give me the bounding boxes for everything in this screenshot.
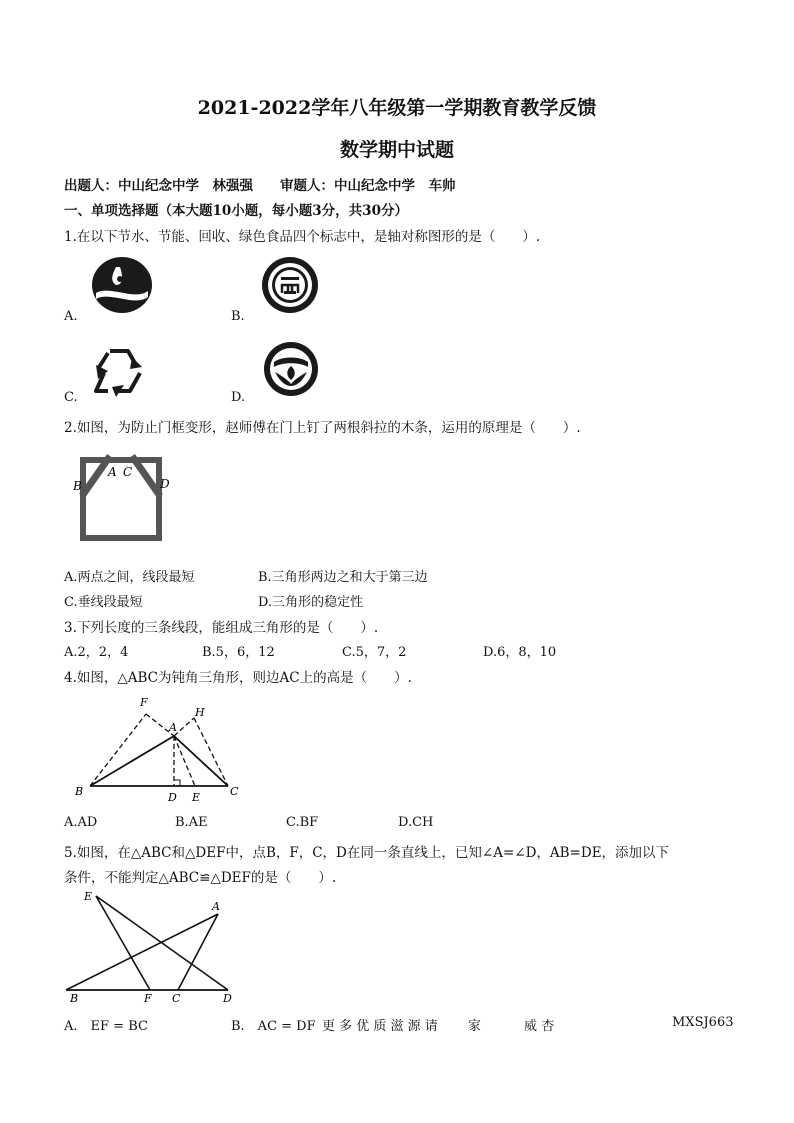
label-e: E: [192, 791, 201, 804]
q4-option-d: D.CH: [398, 815, 434, 830]
section-heading: 一、单项选择题（本大题10小题，每小题3分，共30分）: [64, 203, 408, 219]
q4-option-c: C.BF: [286, 815, 319, 830]
q2-stem: 2.如图，为防止门框变形，赵师傅在门上钉了两根斜拉的木条，运用的原理是（ ）.: [64, 420, 581, 436]
label-a: A: [169, 721, 177, 734]
label-b: B: [75, 785, 84, 798]
label-d: D: [223, 992, 232, 1005]
q2-option-a: A.两点之间，线段最短: [64, 570, 195, 585]
label-a: A: [108, 465, 117, 479]
q3-option-d: D.6，8，10: [483, 645, 557, 660]
label-e: E: [84, 890, 93, 903]
q4-option-b: B.AE: [175, 815, 208, 830]
door-frame-figure: [70, 452, 180, 544]
label-h: H: [195, 706, 205, 719]
q5-stem-line1: 5.如图，在△ABC和△DEF中，点B，F，C，D在同一条直线上，已知∠A=∠D，AB=DE，添加以下: [64, 845, 670, 861]
label-b: B: [73, 479, 82, 493]
label-c: C: [172, 992, 181, 1005]
footer-watermark-text: 更 多 优 质 滋 源 请 家 威 杏: [322, 1019, 555, 1034]
footer-code: MXSJ663: [672, 1015, 734, 1030]
q1-option-d: D.: [231, 390, 246, 405]
label-b: B: [70, 992, 79, 1005]
label-d: D: [160, 477, 170, 491]
q1-stem: 1.在以下节水、节能、回收、绿色食品四个标志中，是轴对称图形的是（ ）.: [64, 229, 541, 245]
energy-saving-logo-icon: [260, 255, 320, 315]
q3-stem: 3.下列长度的三条线段，能组成三角形的是（ ）.: [64, 620, 379, 636]
q4-stem: 4.如图，△ABC为钝角三角形，则边AC上的高是（ ）.: [64, 670, 412, 686]
q5-stem-line2: 条件，不能判定△ABC≌△DEF的是（ ）.: [64, 870, 337, 886]
q3-option-a: A.2，2，4: [64, 645, 129, 660]
green-food-logo-icon: [262, 340, 320, 398]
recycle-logo-icon: [88, 343, 150, 399]
label-d: D: [168, 791, 177, 804]
q3-option-c: C.5，7，2: [342, 645, 407, 660]
q5-option-b: B. AC = DF: [231, 1019, 316, 1034]
label-c: C: [230, 785, 239, 798]
label-f: F: [144, 992, 152, 1005]
q2-option-c: C.垂线段最短: [64, 595, 143, 610]
obtuse-triangle-figure: [70, 692, 250, 804]
label-c: C: [123, 465, 133, 479]
q2-option-d: D.三角形的稳定性: [258, 595, 364, 610]
congruent-triangles-figure: [60, 888, 250, 1006]
q4-option-a: A.AD: [64, 815, 98, 830]
q2-option-b: B.三角形两边之和大于第三边: [258, 570, 428, 585]
exam-title: 2021-2022学年八年级第一学期教育教学反馈: [197, 97, 597, 119]
label-a: A: [212, 900, 220, 913]
q1-option-b: B.: [231, 309, 245, 324]
q3-option-b: B.5，6，12: [202, 645, 275, 660]
q1-option-a: A.: [64, 309, 78, 324]
water-saving-logo-icon: [90, 255, 154, 315]
exam-subtitle: 数学期中试题: [339, 139, 454, 161]
authors-line: 出题人：中山纪念中学 林强强 审题人：中山纪念中学 车帅: [64, 178, 456, 194]
q1-option-c: C.: [64, 390, 78, 405]
q5-option-a: A. EF = BC: [64, 1019, 148, 1034]
label-f: F: [140, 696, 148, 709]
